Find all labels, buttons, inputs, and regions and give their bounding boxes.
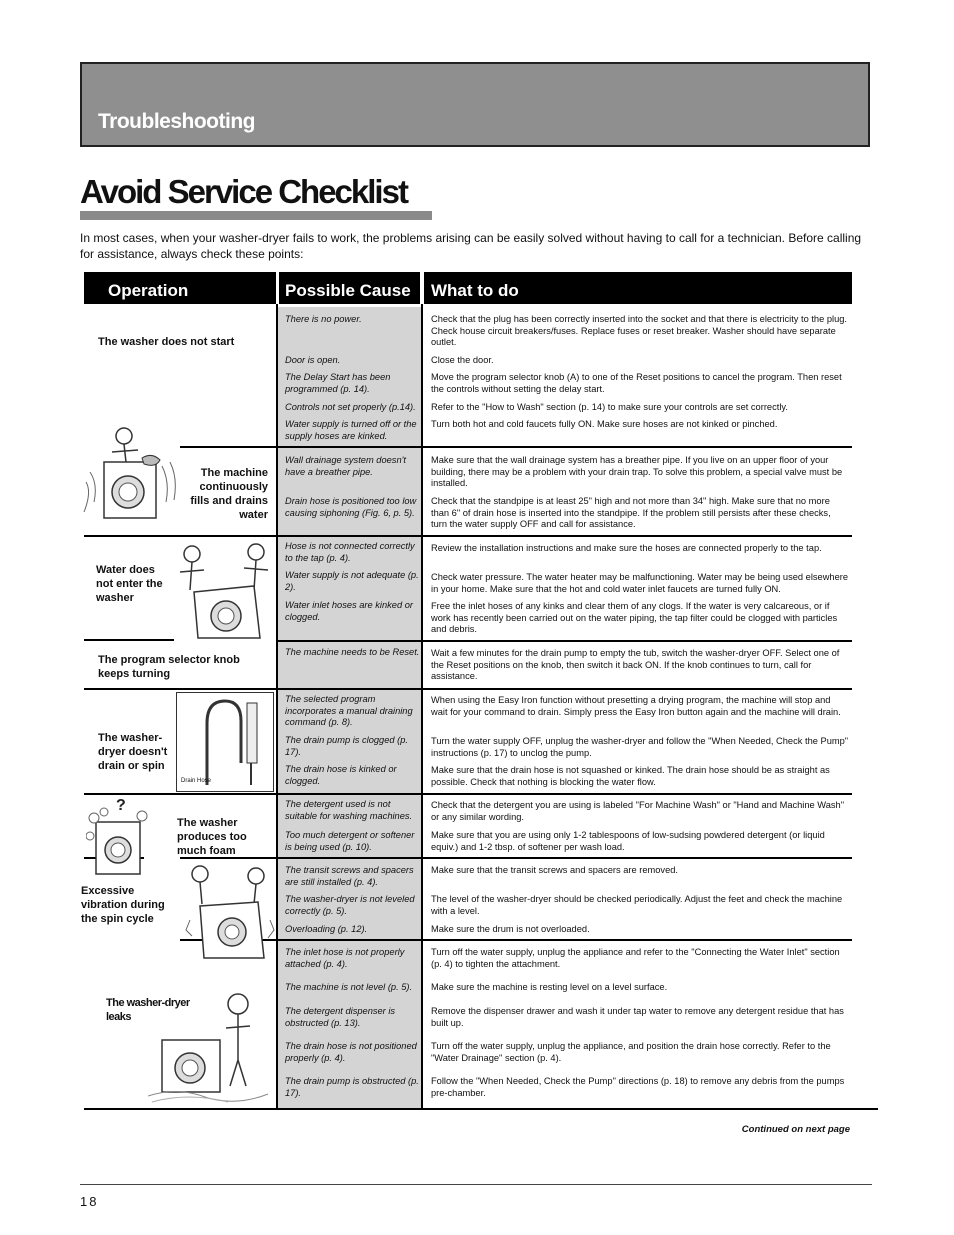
operation-label: The program selector knob keeps turning bbox=[98, 654, 240, 680]
leaking-washer-illustration bbox=[148, 988, 276, 1106]
cause-text: Wall drainage system doesn't have a breather pipe. bbox=[285, 455, 406, 477]
todo-text: Free the inlet hoses of any kinks and clear them of any clogs. If the water is very calcareous, or if work has recently been carried out on the water piping, the tap filter could be clogged with particles and debris. bbox=[431, 601, 838, 634]
cause-text: The drain pump is clogged (p. 17). bbox=[285, 735, 408, 757]
operation-label: The machine continuously fills and drains water bbox=[190, 467, 268, 521]
column-divider bbox=[276, 304, 278, 1110]
cause-text: Door is open. bbox=[285, 355, 341, 365]
todo-text: Wait a few minutes for the drain pump to empty the tub, switch the washer-dryer OFF. Select one of the Reset positions on the knob, then switch it back ON. If the knob continues to turn, call for assistance. bbox=[431, 648, 840, 681]
todo-text: Make sure the machine is resting level on a level surface. bbox=[431, 982, 668, 992]
operation-label: The washer does not start bbox=[98, 336, 235, 348]
todo-text: Make sure the drum is not overloaded. bbox=[431, 924, 590, 934]
group-divider bbox=[180, 857, 852, 859]
section-banner bbox=[80, 62, 870, 147]
todo-text: Check that the detergent you are using is labeled "For Machine Wash" or "Hand and Machine Wash" or any similar wording. bbox=[431, 800, 845, 822]
group-divider bbox=[84, 688, 852, 690]
operation-label: Excessive vibration during the spin cycle bbox=[81, 885, 165, 925]
group-divider bbox=[180, 446, 852, 448]
todo-text: Make sure that you are using only 1-2 tablespoons of low-sudsing powdered detergent (or liquid equiv.) and 1-2 tbsp. of softener per wash load. bbox=[431, 830, 825, 852]
cause-text: The drain hose is not positioned properly (p. 4). bbox=[285, 1041, 417, 1063]
operation-label: The washer-dryer doesn't drain or spin bbox=[98, 732, 168, 772]
operation-label: The washer produces too much foam bbox=[177, 817, 247, 857]
group-divider bbox=[84, 639, 174, 641]
cause-text: Too much detergent or softener is being used (p. 10). bbox=[285, 830, 415, 852]
cause-text: The drain hose is kinked or clogged. bbox=[285, 764, 397, 786]
todo-text: Check water pressure. The water heater may be malfunctioning. Water may be being used elsewhere in your home. Make sure that the hot and cold water inlet faucets are turned fully ON. bbox=[431, 572, 849, 594]
cause-text: The selected program incorporates a manual draining command (p. 8). bbox=[285, 694, 413, 727]
operation-label: Water does not enter the washer bbox=[96, 564, 163, 604]
title-underline bbox=[80, 211, 432, 220]
cause-text: Drain hose is positioned too low causing siphoning (Fig. 6, p. 5). bbox=[285, 496, 417, 518]
todo-text: Turn off the water supply, unplug the appliance and refer to the "Connecting the Water Inlet" section (p. 4) to tighten the attachment. bbox=[431, 947, 840, 969]
cause-text: Overloading (p. 12). bbox=[285, 924, 368, 934]
todo-text: Move the program selector knob (A) to one of the Reset positions to cancel the program. Then reset the controls without setting the delay start. bbox=[431, 372, 842, 394]
cause-text: The machine is not level (p. 5). bbox=[285, 982, 413, 992]
header-possible-cause: Possible Cause bbox=[279, 272, 420, 304]
todo-text: Turn off the water supply, unplug the appliance, and position the drain hose correctly. Refer to the "Water Drainage" section (p. 4). bbox=[431, 1041, 831, 1063]
continued-note: Continued on next page bbox=[741, 1124, 850, 1135]
intro-paragraph: In most cases, when your washer-dryer fails to work, the problems arising can be easily solved without having to call for a technician. Before calling for assistance, always check these points: bbox=[80, 231, 862, 261]
todo-text: Review the installation instructions and make sure the hoses are connected properly to the tap. bbox=[431, 543, 822, 553]
vibrating-washer-illustration bbox=[180, 860, 276, 960]
group-divider bbox=[84, 793, 852, 795]
todo-text: Make sure that the drain hose is not squashed or kinked. The drain hose should be as straight as possible. Check that nothing is blocking the water flow. bbox=[431, 765, 830, 787]
page-number: 18 bbox=[80, 1194, 99, 1209]
people-with-washer-illustration bbox=[174, 540, 274, 640]
todo-text: Make sure that the transit screws and spacers are removed. bbox=[431, 865, 678, 875]
cause-text: Water inlet hoses are kinked or clogged. bbox=[285, 600, 413, 622]
foaming-washer-illustration bbox=[86, 796, 150, 878]
todo-text: When using the Easy Iron function without presetting a drying program, the machine will stop and wait for your command to drain. Simply press the Easy Iron button again and the machine will drain. bbox=[431, 695, 841, 717]
cause-text: The drain pump is obstructed (p. 17). bbox=[285, 1076, 419, 1098]
header-what-to-do: What to do bbox=[424, 272, 852, 304]
drain-hose-label: Drain Hose bbox=[181, 778, 212, 784]
group-divider bbox=[180, 939, 852, 941]
todo-text: Remove the dispenser drawer and wash it under tap water to remove any detergent residue that has built up. bbox=[431, 1006, 844, 1028]
operation-label: The washer-dryer leaks bbox=[106, 997, 190, 1023]
cause-text: The detergent used is not suitable for washing machines. bbox=[285, 799, 413, 821]
todo-text: Turn both hot and cold faucets fully ON. Make sure hoses are not kinked or pinched. bbox=[431, 419, 778, 429]
cause-text: The Delay Start has been programmed (p. 14). bbox=[285, 372, 391, 394]
todo-text: Check that the standpipe is at least 25" high and not more than 34" high. Make sure that no more than 6" of drain hose is inserted into the standpipe. If the problem still persists after these checks, turn the water supply OFF and call for assistance. bbox=[431, 496, 831, 529]
cause-text: There is no power. bbox=[285, 314, 362, 324]
todo-text: Check that the plug has been correctly inserted into the socket and that there is electricity to the plug. Check house circuit breakers/fuses. Replace fuses or reset breaker. Washer should have separate outlet. bbox=[431, 314, 848, 347]
header-operation: Operation bbox=[84, 272, 276, 304]
section-title: Troubleshooting bbox=[98, 110, 255, 133]
todo-text: Follow the "When Needed, Check the Pump" directions (p. 18) to remove any debris from the pumps pre-chamber. bbox=[431, 1076, 845, 1098]
cause-text: The detergent dispenser is obstructed (p. 13). bbox=[285, 1006, 396, 1028]
column-divider bbox=[421, 304, 423, 1110]
group-divider bbox=[278, 640, 852, 642]
svg-text:?: ? bbox=[116, 797, 126, 814]
table-bottom-rule bbox=[84, 1108, 878, 1110]
flooding-washer-illustration bbox=[82, 422, 180, 522]
cause-text: The inlet hose is not properly attached (p. 4). bbox=[285, 947, 405, 969]
footer-rule bbox=[80, 1184, 872, 1185]
cause-text: Controls not set properly (p.14). bbox=[285, 402, 416, 412]
cause-text: The machine needs to be Reset. bbox=[285, 647, 420, 657]
cause-text: Hose is not connected correctly to the tap (p. 4). bbox=[285, 541, 415, 563]
page-title: Avoid Service Checklist bbox=[80, 173, 407, 210]
todo-text: Refer to the "How to Wash" section (p. 14) to make sure your controls are set correctly. bbox=[431, 402, 788, 412]
cause-text: The washer-dryer is not leveled correctly (p. 5). bbox=[285, 894, 415, 916]
todo-text: Make sure that the wall drainage system has a breather pipe. If you live on an upper floor of your building, there may be a problem with your drain trap. To solve this problem, a special valve must be installed. bbox=[431, 455, 843, 488]
todo-text: Close the door. bbox=[431, 355, 494, 365]
drain-hose-illustration bbox=[176, 692, 274, 792]
todo-text: The level of the washer-dryer should be checked periodically. Adjust the feet and check the machine with a level. bbox=[431, 894, 843, 916]
cause-text: The transit screws and spacers are still installed (p. 4). bbox=[285, 865, 414, 887]
cause-text: Water supply is turned off or the supply hoses are kinked. bbox=[285, 419, 417, 441]
group-divider bbox=[84, 535, 852, 537]
cause-text: Water supply is not adequate (p. 2). bbox=[285, 570, 419, 592]
todo-text: Turn the water supply OFF, unplug the washer-dryer and follow the "When Needed, Check the Pump" instructions (p. 17) to unclog the pump. bbox=[431, 736, 849, 758]
